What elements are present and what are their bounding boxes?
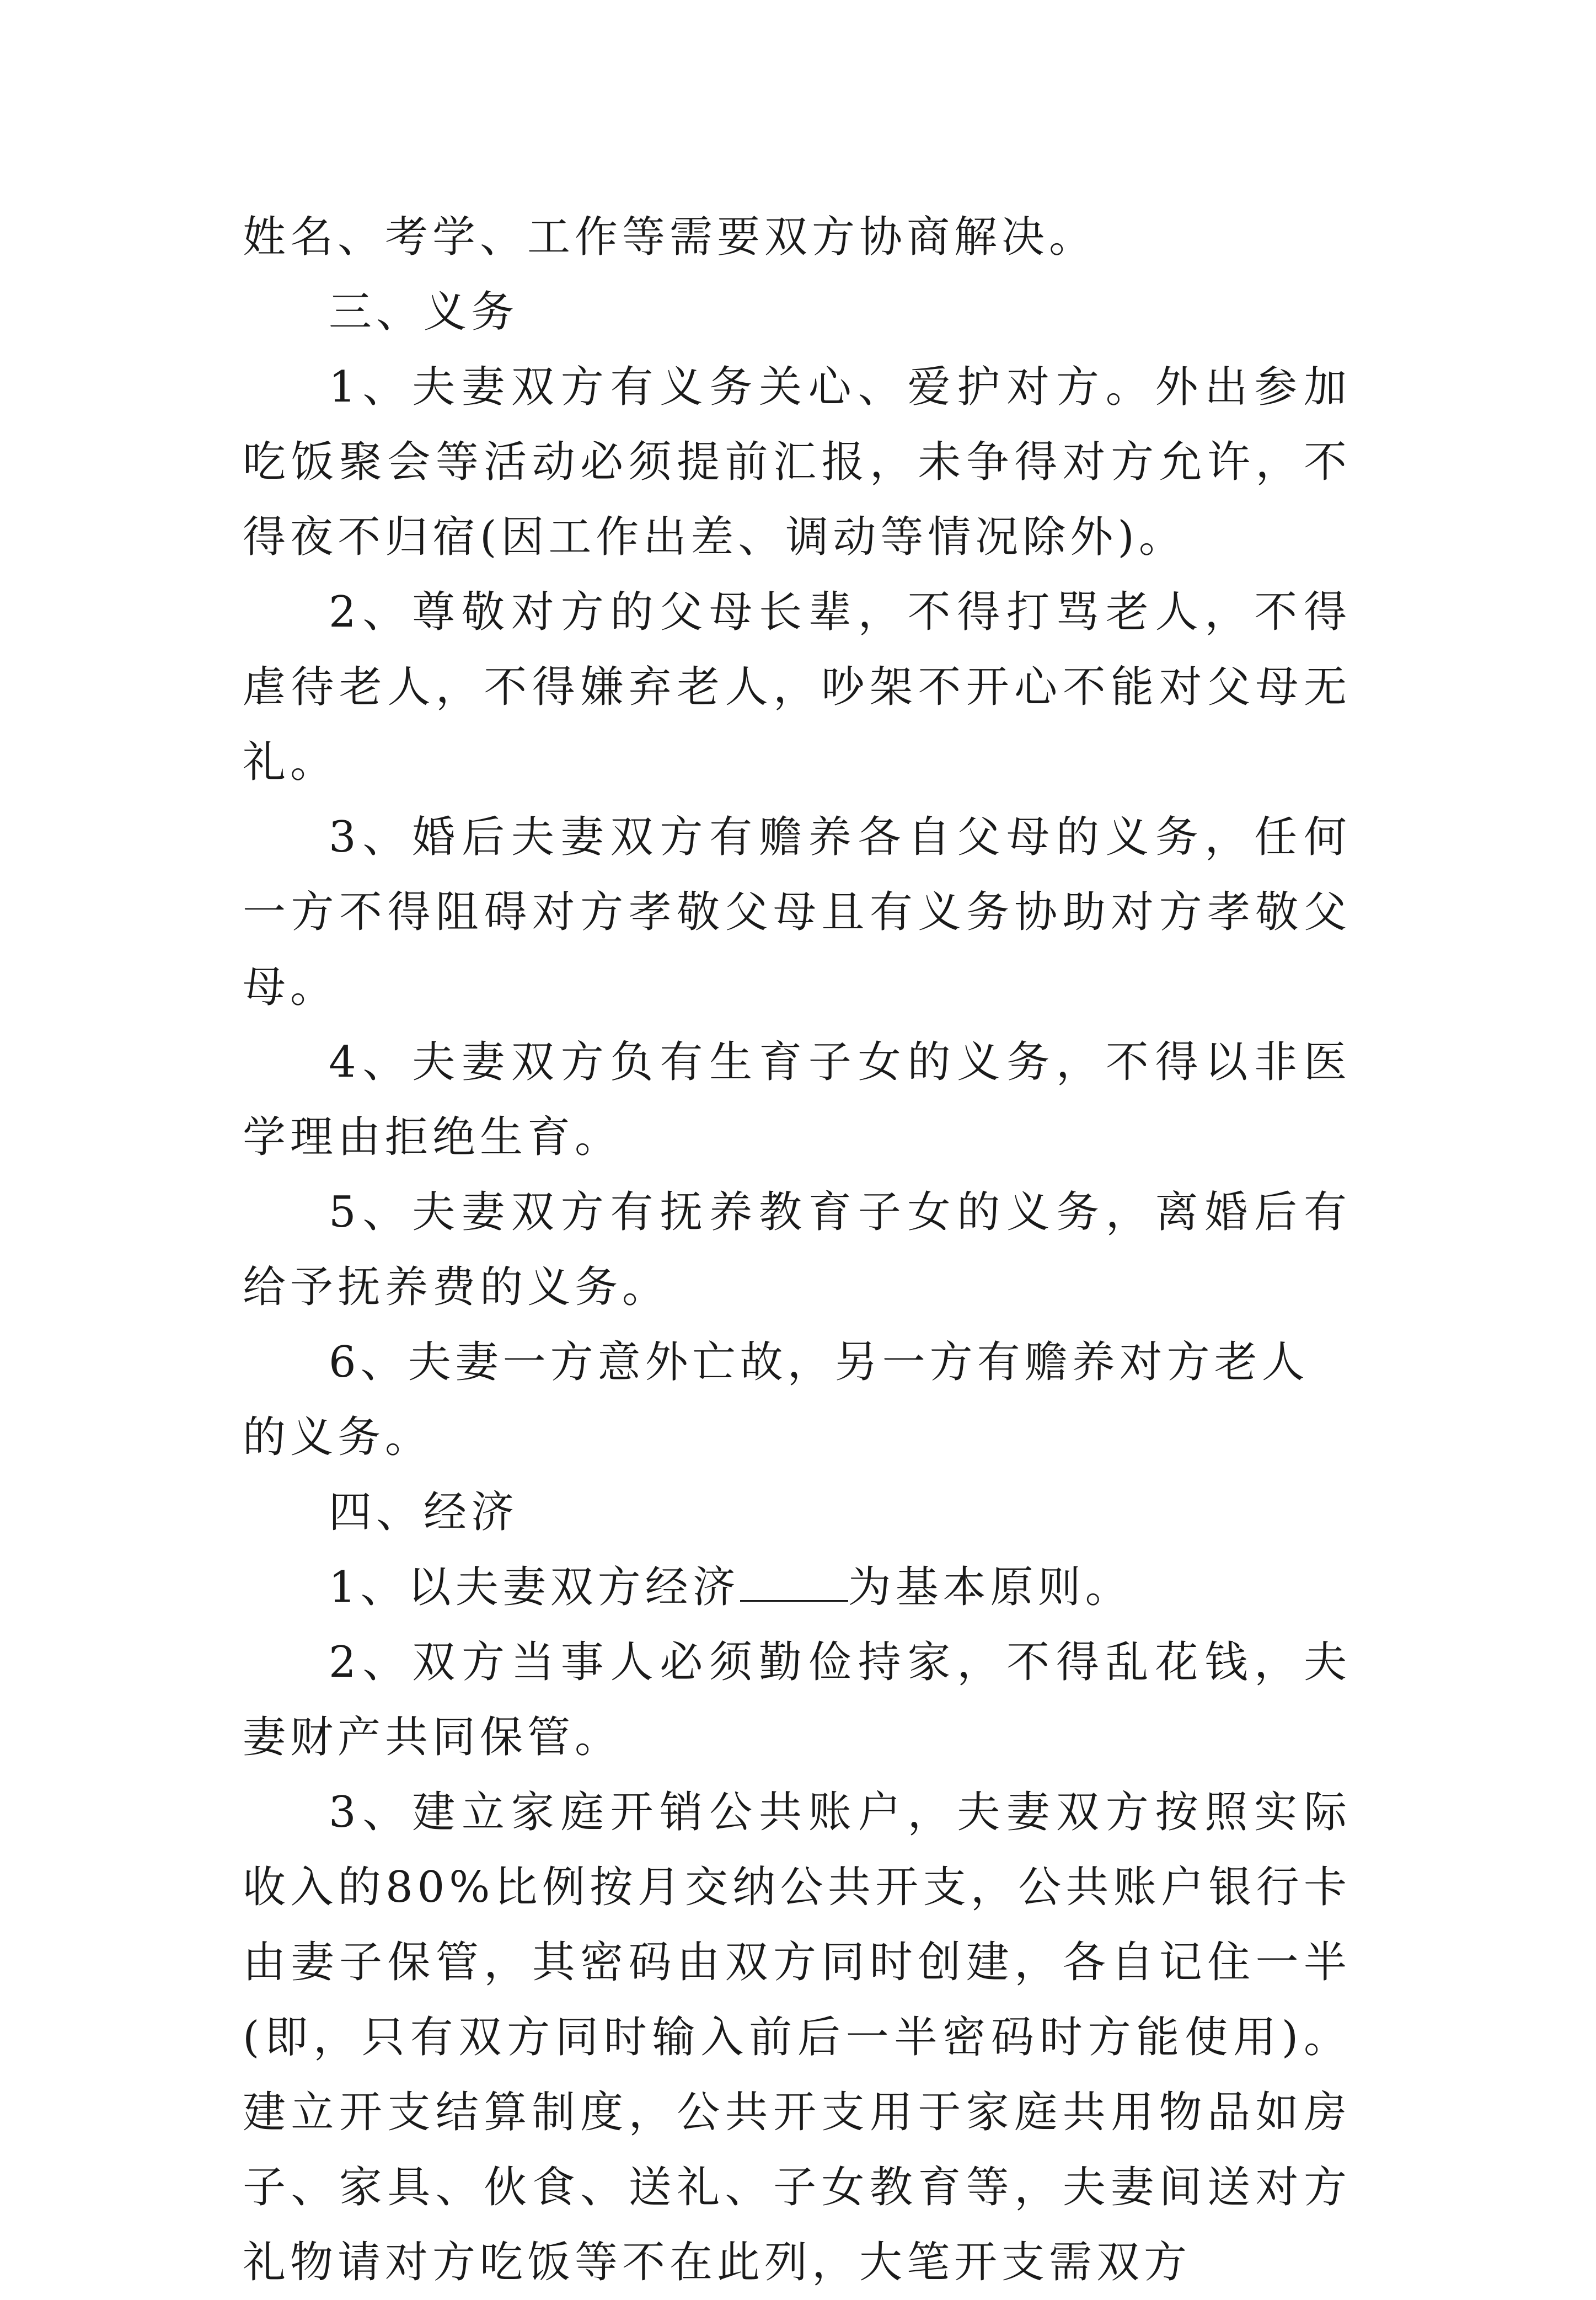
economy-item-1-after: 为基本原则。 bbox=[848, 1563, 1133, 1612]
obligation-item-5: 5、夫妻双方有抚养教育子女的义务，离婚后有给予抚养费的义务。 bbox=[243, 1188, 1351, 1312]
obligation-item-2: 2、尊敬对方的父母长辈，不得打骂老人，不得虐待老人，不得嫌弃老人，吵架不开心不能对父母无礼。 bbox=[243, 587, 1351, 787]
obligation-item-6: 6、夫妻一方意外亡故，另一方有赡养对方老人的义务。 bbox=[243, 1338, 1309, 1462]
economy-item-2: 2、双方当事人必须勤俭持家，不得乱花钱，夫妻财产共同保管。 bbox=[243, 1638, 1351, 1762]
obligation-item-3: 3、婚后夫妻双方有赡养各自父母的义务，任何一方不得阻碍对方孝敬父母且有义务协助对方孝敬父母。 bbox=[243, 812, 1351, 1012]
section-heading-economy: 四、经济 bbox=[329, 1488, 519, 1537]
economy-item-1 bbox=[243, 1550, 1351, 1625]
section-heading-obligations: 三、义务 bbox=[329, 287, 519, 337]
obligation-item-1: 1、夫妻双方有义务关心、爱护对方。外出参加吃饭聚会等活动必须提前汇报，未争得对方允许，不得夜不归宿(因工作出差、调动等情况除外)。 bbox=[243, 362, 1351, 562]
document-body bbox=[243, 200, 1351, 2300]
obligation-item-4: 4、夫妻双方负有生育子女的义务，不得以非医学理由拒绝生育。 bbox=[243, 1037, 1351, 1162]
fill-in-blank bbox=[740, 1567, 848, 1602]
economy-item-3: 3、建立家庭开销公共账户，夫妻双方按照实际收入的80%比例按月交纳公共开支，公共账户银行卡由妻子保管，其密码由双方同时创建，各自记住一半(即，只有双方同时输入前后一半密码时方能使用)。建立开支结算制度，公共开支用于家庭共用物品如房子、家具、伙食、送礼、子女教育等，夫妻间送对方礼物请对方吃饭等不在此列，大笔开支需双方 bbox=[243, 1788, 1351, 2287]
economy-item-1-before: 1、以夫妻双方经济 bbox=[329, 1563, 740, 1612]
paragraph-continuation: 姓名、考学、工作等需要双方协商解决。 bbox=[243, 212, 1097, 262]
